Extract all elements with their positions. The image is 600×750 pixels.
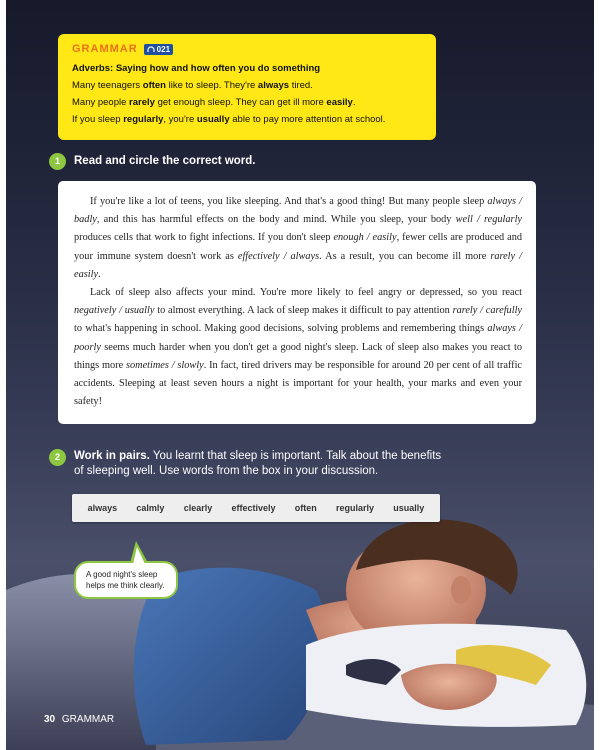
audio-track-button[interactable] — [144, 44, 173, 55]
exercise-1-badge: 1 — [49, 153, 66, 170]
word-box-item: calmly — [136, 503, 165, 513]
word-choice[interactable]: enough / easily — [333, 232, 397, 244]
exercise-2-lead: Work in pairs. — [74, 450, 150, 462]
exercise-2-text: You learnt that sleep is important. Talk about the benefits of sleeping well. Use words from the box in your discussion. — [74, 450, 442, 477]
word-box-item: effectively — [231, 503, 276, 513]
word-choice[interactable]: sometimes / slowly — [125, 359, 204, 371]
reading-paragraph-1: If you're like a lot of teens, you like sleeping. And that's a good thing! But many people sleep always / badly, and this has harmful effects on the body and mind. While you sleep, your body well / regularly produces cells that work to fight infections. If you don't sleep enough / easily, fewer cells are produced and your immune system doesn't work as effectively / always. As a result, you can become ill more rarely / easily. — [74, 196, 523, 280]
grammar-box — [58, 34, 436, 140]
section-label: GRAMMAR — [61, 714, 115, 725]
word-box-item: clearly — [183, 503, 213, 513]
grammar-title: GRAMMAR — [72, 43, 138, 55]
grammar-example-1: Many teenagers often like to sleep. They're always tired. — [72, 80, 313, 91]
word-choice[interactable]: always / badly — [74, 196, 522, 226]
ear — [451, 576, 471, 604]
headphones-icon — [147, 46, 155, 53]
exercise-2-instruction — [74, 449, 446, 479]
reading-text-card — [58, 181, 536, 424]
word-choice[interactable]: rarely / carefully — [452, 305, 522, 317]
speech-bubble: A good night's sleep helps me think clearly. — [74, 561, 178, 599]
reading-paragraph-2: Lack of sleep also affects your mind. You're more likely to feel angry or depressed, so you react negatively / usually to almost everything. A lack of sleep makes it difficult to pay attention rarely / carefully to what's happening in school. Making good decisions, solving problems and remembering things always / poorly seems much harder when you don't get a good night's sleep. Lack of sleep also makes you react to things more sometimes / slowly. In fact, tired drivers may be responsible for around 20 per cent of all traffic accidents. Sleeping at least seven hours a night is important for your health, your marks and even your safety! — [74, 287, 523, 408]
grammar-example-2: Many people rarely get enough sleep. They can get ill more easily. — [72, 97, 356, 108]
word-box-item: regularly — [336, 503, 375, 513]
word-choice[interactable]: well / regularly — [455, 214, 522, 226]
word-choice[interactable]: always / poorly — [74, 323, 523, 353]
page-number: 30 — [44, 714, 56, 725]
grammar-examples — [72, 80, 422, 125]
exercise-2-badge: 2 — [49, 449, 66, 466]
word-choice[interactable]: rarely / easily — [74, 250, 522, 280]
audio-track-number: 021 — [156, 44, 171, 54]
page-footer — [44, 714, 114, 725]
word-box-item: often — [294, 503, 317, 513]
word-box — [72, 494, 440, 522]
grammar-example-3: If you sleep regularly, you're usually able to pay more attention at school. — [72, 114, 386, 125]
exercise-1-instruction: Read and circle the correct word. — [74, 155, 256, 167]
word-box-item: always — [87, 503, 118, 513]
word-choice[interactable]: negatively / usually — [74, 305, 155, 317]
grammar-heading: Adverbs: Saying how and how often you do something — [72, 63, 321, 74]
word-box-item: usually — [393, 503, 425, 513]
word-choice[interactable]: effectively / always — [237, 250, 320, 262]
